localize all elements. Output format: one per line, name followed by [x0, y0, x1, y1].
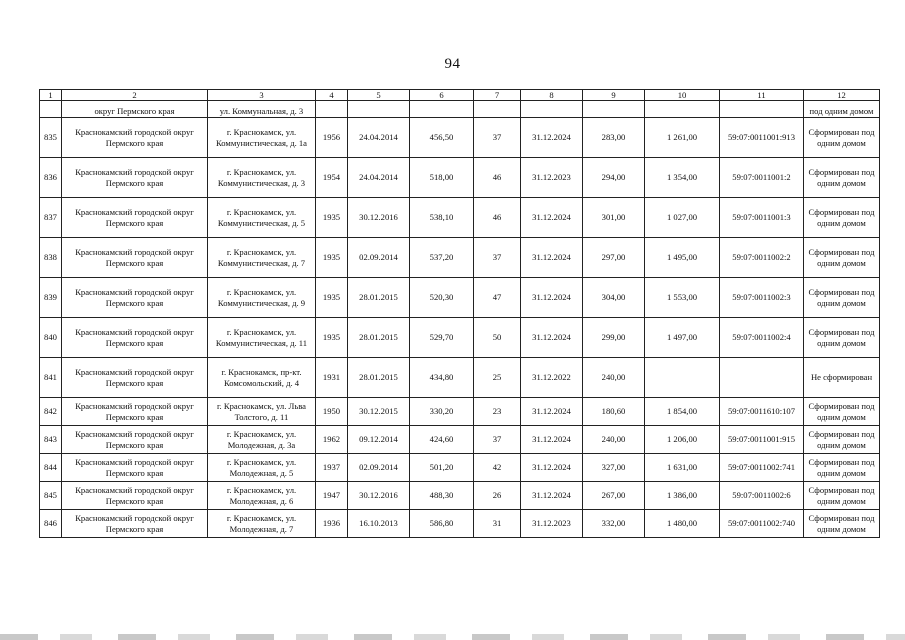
row-number-cell: 838 — [40, 238, 62, 278]
cadastral-cell: 59:07:0011001:915 — [720, 426, 804, 454]
year-cell: 1935 — [316, 278, 348, 318]
cost-cell — [645, 358, 720, 398]
deadline-cell: 31.12.2024 — [521, 238, 583, 278]
date-cell: 30.12.2016 — [348, 482, 410, 510]
deadline-cell: 31.12.2023 — [521, 158, 583, 198]
status-cell: Сформирован под одним домом — [804, 158, 880, 198]
row-number-cell: 839 — [40, 278, 62, 318]
residents-cell: 25 — [474, 358, 521, 398]
deadline-cell: 31.12.2024 — [521, 426, 583, 454]
area-cell: 488,30 — [410, 482, 474, 510]
table-row — [40, 198, 880, 238]
deadline-cell: 31.12.2024 — [521, 198, 583, 238]
date-cell: 24.04.2014 — [348, 118, 410, 158]
land-area-cell: 297,00 — [583, 238, 645, 278]
date-cell: 24.04.2014 — [348, 158, 410, 198]
year-cell: 1931 — [316, 358, 348, 398]
table-row — [40, 398, 880, 426]
municipality-cell: Краснокамский городской округ Пермского края — [62, 358, 208, 398]
address-cell: ул. Коммунальная, д. 3 — [208, 101, 316, 118]
column-header: 5 — [348, 90, 410, 101]
cost-cell: 1 206,00 — [645, 426, 720, 454]
date-cell: 02.09.2014 — [348, 454, 410, 482]
date-cell: 28.01.2015 — [348, 318, 410, 358]
table-row — [40, 238, 880, 278]
cadastral-cell: 59:07:0011002:3 — [720, 278, 804, 318]
area-cell: 529,70 — [410, 318, 474, 358]
cadastral-cell: 59:07:0011002:741 — [720, 454, 804, 482]
municipality-cell: Краснокамский городской округ Пермского края — [62, 278, 208, 318]
year-cell: 1935 — [316, 198, 348, 238]
housing-registry-table — [39, 89, 880, 538]
cadastral-cell: 59:07:0011002:4 — [720, 318, 804, 358]
column-header: 7 — [474, 90, 521, 101]
table-row — [40, 482, 880, 510]
date-cell: 02.09.2014 — [348, 238, 410, 278]
land-area-cell: 283,00 — [583, 118, 645, 158]
residents-cell — [474, 101, 521, 118]
land-area-cell: 299,00 — [583, 318, 645, 358]
residents-cell: 47 — [474, 278, 521, 318]
municipality-cell: Краснокамский городской округ Пермского края — [62, 318, 208, 358]
row-number-cell: 836 — [40, 158, 62, 198]
land-area-cell: 327,00 — [583, 454, 645, 482]
status-cell: Сформирован под одним домом — [804, 454, 880, 482]
scan-edge-artifact — [0, 634, 905, 640]
land-area-cell — [583, 101, 645, 118]
row-number-cell: 841 — [40, 358, 62, 398]
residents-cell: 42 — [474, 454, 521, 482]
residents-cell: 37 — [474, 426, 521, 454]
table-row — [40, 118, 880, 158]
status-cell: Сформирован под одним домом — [804, 198, 880, 238]
column-header: 1 — [40, 90, 62, 101]
status-cell: Сформирован под одним домом — [804, 510, 880, 538]
address-cell: г. Краснокамск, ул. Льва Толстого, д. 11 — [208, 398, 316, 426]
land-area-cell: 267,00 — [583, 482, 645, 510]
cost-cell: 1 631,00 — [645, 454, 720, 482]
table-row — [40, 358, 880, 398]
cost-cell: 1 386,00 — [645, 482, 720, 510]
cadastral-cell: 59:07:0011002:2 — [720, 238, 804, 278]
row-number-cell: 837 — [40, 198, 62, 238]
deadline-cell — [521, 101, 583, 118]
column-header: 10 — [645, 90, 720, 101]
date-cell: 28.01.2015 — [348, 358, 410, 398]
residents-cell: 50 — [474, 318, 521, 358]
row-number-cell: 844 — [40, 454, 62, 482]
municipality-cell: Краснокамский городской округ Пермского края — [62, 158, 208, 198]
deadline-cell: 31.12.2024 — [521, 318, 583, 358]
area-cell: 456,50 — [410, 118, 474, 158]
cadastral-cell: 59:07:0011610:107 — [720, 398, 804, 426]
deadline-cell: 31.12.2024 — [521, 482, 583, 510]
column-header: 4 — [316, 90, 348, 101]
land-area-cell: 304,00 — [583, 278, 645, 318]
cost-cell: 1 497,00 — [645, 318, 720, 358]
cadastral-cell: 59:07:0011002:6 — [720, 482, 804, 510]
date-cell: 30.12.2015 — [348, 398, 410, 426]
cost-cell: 1 261,00 — [645, 118, 720, 158]
land-area-cell: 240,00 — [583, 426, 645, 454]
table-row — [40, 158, 880, 198]
deadline-cell: 31.12.2024 — [521, 398, 583, 426]
address-cell: г. Краснокамск, ул. Коммунистическая, д. 7 — [208, 238, 316, 278]
table-row — [40, 510, 880, 538]
continuation-row — [40, 101, 880, 118]
row-number-cell: 842 — [40, 398, 62, 426]
area-cell: 330,20 — [410, 398, 474, 426]
area-cell: 424,60 — [410, 426, 474, 454]
column-header-row — [40, 90, 880, 101]
municipality-cell: округ Пермского края — [62, 101, 208, 118]
status-cell: Сформирован под одним домом — [804, 398, 880, 426]
address-cell: г. Краснокамск, ул. Коммунистическая, д. 1а — [208, 118, 316, 158]
column-header: 11 — [720, 90, 804, 101]
column-header: 2 — [62, 90, 208, 101]
address-cell: г. Краснокамск, ул. Коммунистическая, д. 5 — [208, 198, 316, 238]
land-area-cell: 180,60 — [583, 398, 645, 426]
municipality-cell: Краснокамский городской округ Пермского края — [62, 510, 208, 538]
cost-cell: 1 553,00 — [645, 278, 720, 318]
residents-cell: 37 — [474, 238, 521, 278]
land-area-cell: 294,00 — [583, 158, 645, 198]
date-cell: 28.01.2015 — [348, 278, 410, 318]
column-header: 12 — [804, 90, 880, 101]
deadline-cell: 31.12.2023 — [521, 510, 583, 538]
cadastral-cell: 59:07:0011002:740 — [720, 510, 804, 538]
row-number-cell: 840 — [40, 318, 62, 358]
address-cell: г. Краснокамск, ул. Коммунистическая, д. 11 — [208, 318, 316, 358]
area-cell: 538,10 — [410, 198, 474, 238]
cost-cell: 1 354,00 — [645, 158, 720, 198]
year-cell: 1962 — [316, 426, 348, 454]
date-cell: 16.10.2013 — [348, 510, 410, 538]
cost-cell: 1 495,00 — [645, 238, 720, 278]
residents-cell: 31 — [474, 510, 521, 538]
area-cell: 501,20 — [410, 454, 474, 482]
year-cell: 1935 — [316, 238, 348, 278]
table-row — [40, 318, 880, 358]
table-row — [40, 454, 880, 482]
residents-cell: 26 — [474, 482, 521, 510]
row-number-cell: 843 — [40, 426, 62, 454]
table-row — [40, 278, 880, 318]
address-cell: г. Краснокамск, ул. Молодежная, д. 5 — [208, 454, 316, 482]
land-area-cell: 240,00 — [583, 358, 645, 398]
municipality-cell: Краснокамский городской округ Пермского края — [62, 482, 208, 510]
municipality-cell: Краснокамский городской округ Пермского края — [62, 454, 208, 482]
row-number-cell — [40, 101, 62, 118]
year-cell: 1950 — [316, 398, 348, 426]
municipality-cell: Краснокамский городской округ Пермского края — [62, 238, 208, 278]
cost-cell: 1 854,00 — [645, 398, 720, 426]
year-cell: 1954 — [316, 158, 348, 198]
year-cell: 1956 — [316, 118, 348, 158]
year-cell: 1936 — [316, 510, 348, 538]
area-cell: 537,20 — [410, 238, 474, 278]
cadastral-cell — [720, 358, 804, 398]
address-cell: г. Краснокамск, ул. Молодежная, д. 3а — [208, 426, 316, 454]
residents-cell: 23 — [474, 398, 521, 426]
cost-cell: 1 480,00 — [645, 510, 720, 538]
cadastral-cell: 59:07:0011001:2 — [720, 158, 804, 198]
deadline-cell: 31.12.2022 — [521, 358, 583, 398]
area-cell: 434,80 — [410, 358, 474, 398]
cost-cell — [645, 101, 720, 118]
status-cell: Сформирован под одним домом — [804, 118, 880, 158]
area-cell: 518,00 — [410, 158, 474, 198]
cadastral-cell: 59:07:0011001:913 — [720, 118, 804, 158]
table-row — [40, 426, 880, 454]
cadastral-cell — [720, 101, 804, 118]
area-cell: 586,80 — [410, 510, 474, 538]
address-cell: г. Краснокамск, ул. Молодежная, д. 6 — [208, 482, 316, 510]
status-cell: Не сформирован — [804, 358, 880, 398]
deadline-cell: 31.12.2024 — [521, 454, 583, 482]
status-cell: Сформирован под одним домом — [804, 482, 880, 510]
year-cell: 1935 — [316, 318, 348, 358]
status-cell: Сформирован под одним домом — [804, 318, 880, 358]
year-cell: 1937 — [316, 454, 348, 482]
municipality-cell: Краснокамский городской округ Пермского края — [62, 198, 208, 238]
year-cell — [316, 101, 348, 118]
land-area-cell: 301,00 — [583, 198, 645, 238]
status-cell: Сформирован под одним домом — [804, 426, 880, 454]
cost-cell: 1 027,00 — [645, 198, 720, 238]
cadastral-cell: 59:07:0011001:3 — [720, 198, 804, 238]
municipality-cell: Краснокамский городской округ Пермского края — [62, 398, 208, 426]
address-cell: г. Краснокамск, ул. Коммунистическая, д. 3 — [208, 158, 316, 198]
residents-cell: 46 — [474, 198, 521, 238]
year-cell: 1947 — [316, 482, 348, 510]
date-cell: 09.12.2014 — [348, 426, 410, 454]
residents-cell: 37 — [474, 118, 521, 158]
row-number-cell: 845 — [40, 482, 62, 510]
status-cell: Сформирован под одним домом — [804, 238, 880, 278]
address-cell: г. Краснокамск, пр-кт. Комсомольский, д. 4 — [208, 358, 316, 398]
column-header: 9 — [583, 90, 645, 101]
column-header: 6 — [410, 90, 474, 101]
address-cell: г. Краснокамск, ул. Коммунистическая, д. 9 — [208, 278, 316, 318]
municipality-cell: Краснокамский городской округ Пермского края — [62, 118, 208, 158]
status-cell: Сформирован под одним домом — [804, 278, 880, 318]
residents-cell: 46 — [474, 158, 521, 198]
area-cell — [410, 101, 474, 118]
row-number-cell: 835 — [40, 118, 62, 158]
column-header: 3 — [208, 90, 316, 101]
address-cell: г. Краснокамск, ул. Молодежная, д. 7 — [208, 510, 316, 538]
area-cell: 520,30 — [410, 278, 474, 318]
page-number: 94 — [444, 56, 461, 72]
row-number-cell: 846 — [40, 510, 62, 538]
deadline-cell: 31.12.2024 — [521, 278, 583, 318]
date-cell — [348, 101, 410, 118]
column-header: 8 — [521, 90, 583, 101]
deadline-cell: 31.12.2024 — [521, 118, 583, 158]
land-area-cell: 332,00 — [583, 510, 645, 538]
municipality-cell: Краснокамский городской округ Пермского края — [62, 426, 208, 454]
table-body — [40, 118, 880, 538]
date-cell: 30.12.2016 — [348, 198, 410, 238]
status-cell: под одним домом — [804, 101, 880, 118]
